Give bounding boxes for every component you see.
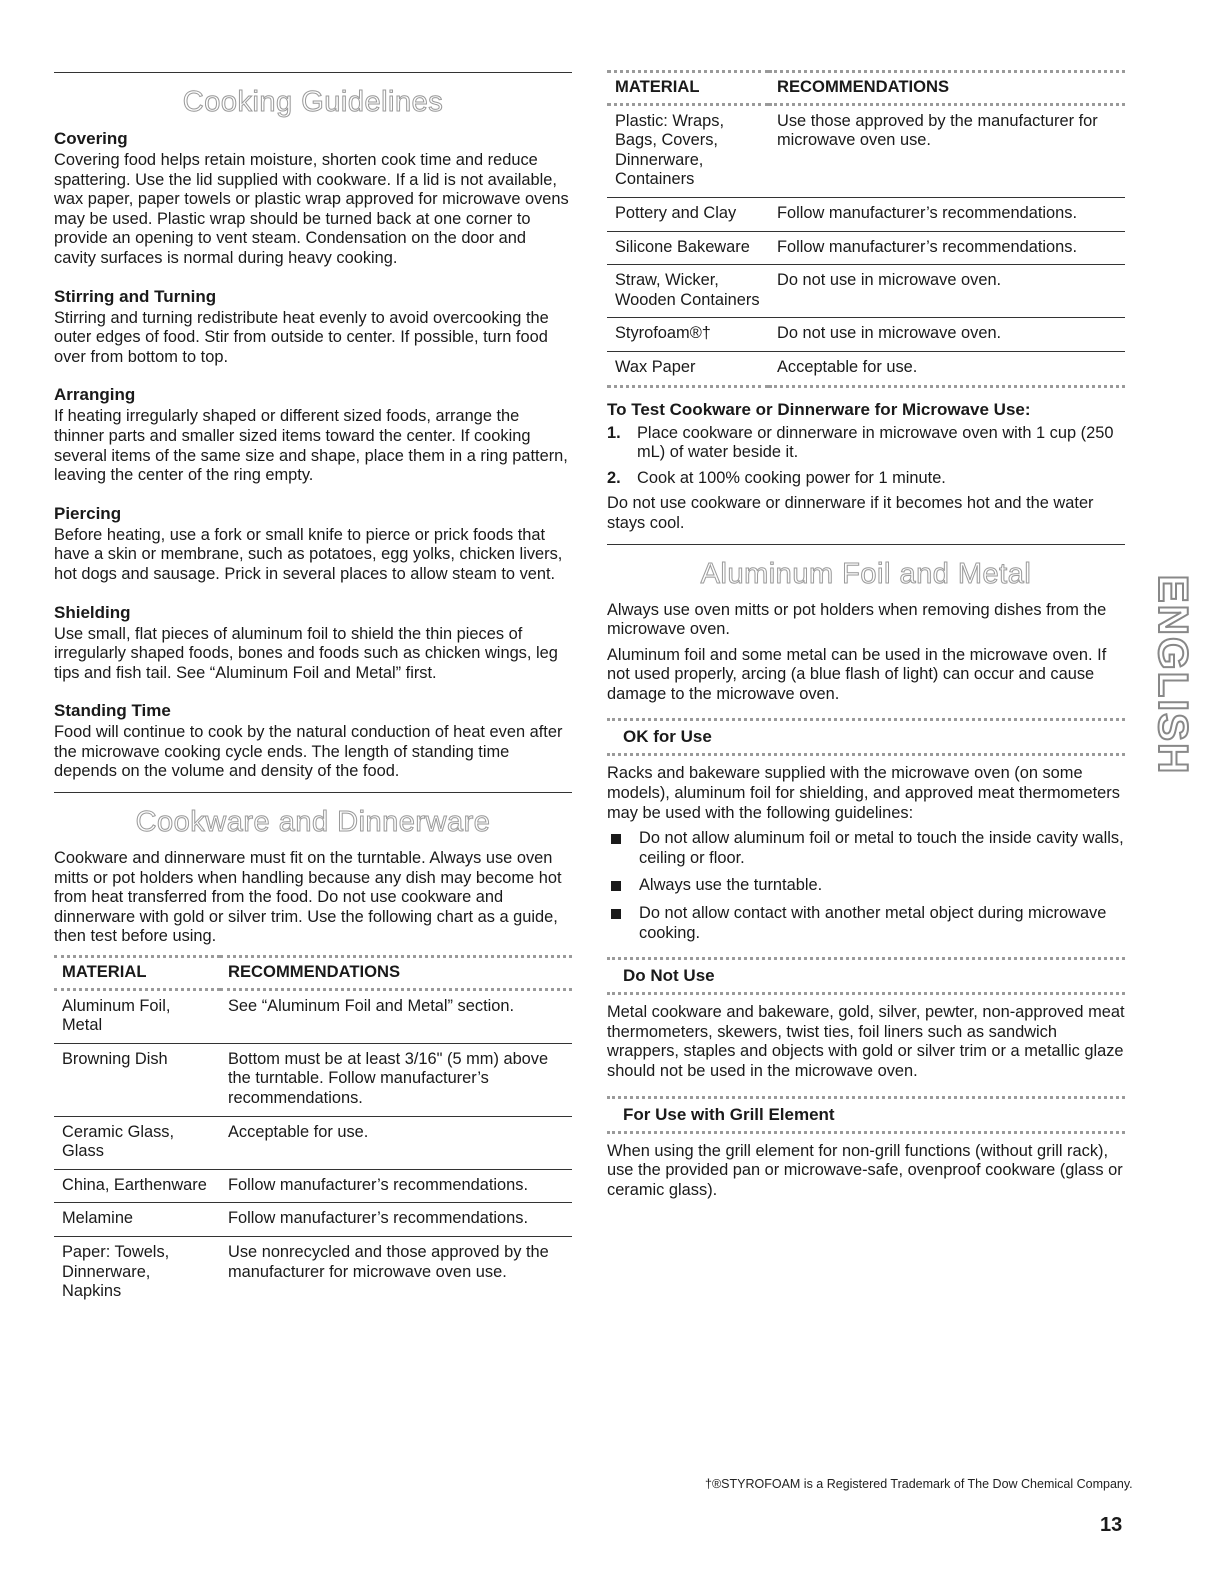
material-cell: Straw, Wicker, Wooden Containers <box>607 265 769 318</box>
recommendation-cell: Follow manufacturer’s recommendations. <box>769 197 1125 231</box>
cooking-guidelines-title: Cooking Guidelines <box>182 86 444 118</box>
section-rule <box>54 792 572 793</box>
list-item <box>607 424 1125 463</box>
table-row <box>607 351 1125 386</box>
stirring-text: Stirring and turning redistribute heat evenly to avoid overcooking the outer edges of food. Stir from outside to center. If possible, turn food over from bottom to top. <box>54 308 549 366</box>
recommendation-cell: See “Aluminum Foil and Metal” section. <box>220 989 572 1043</box>
recommendation-cell: Follow manufacturer’s recommendations. <box>769 231 1125 265</box>
list-item <box>607 829 1125 868</box>
recommendation-cell: Do not use in microwave oven. <box>769 265 1125 318</box>
table-row <box>54 1169 572 1203</box>
table-row <box>607 104 1125 197</box>
recommendation-cell: Follow manufacturer’s recommendations. <box>220 1203 572 1237</box>
table-row <box>607 265 1125 318</box>
material-cell: Browning Dish <box>54 1043 220 1116</box>
arranging-heading: Arranging <box>54 385 136 405</box>
covering-heading: Covering <box>54 129 128 148</box>
list-item <box>607 876 1125 896</box>
standing-time-text: Food will continue to cook by the natural conduction of heat even after the microwave cooking cycle ends. The length of standing time depends on the volume and density of the food. <box>54 723 563 781</box>
material-cell: Pottery and Clay <box>607 197 769 231</box>
material-column-header: MATERIAL <box>607 72 769 105</box>
section-rule <box>54 72 572 73</box>
material-cell: Silicone Bakeware <box>607 231 769 265</box>
language-side-tab <box>1150 563 1197 787</box>
list-item <box>607 469 1125 489</box>
do-not-use-heading: Do Not Use <box>623 966 715 986</box>
list-item <box>607 904 1125 943</box>
test-note: Do not use cookware or dinnerware if it becomes hot and the water stays cool. <box>607 494 1094 532</box>
recommendation-cell: Use those approved by the manufacturer for microwave oven use. <box>769 104 1125 197</box>
step-number: 2. <box>607 468 621 487</box>
stirring-heading: Stirring and Turning <box>54 286 217 306</box>
recommendation-cell: Bottom must be at least 3/16" (5 mm) above the turntable. Follow manufacturer’s recommendations. <box>220 1043 572 1116</box>
grill-element-text: When using the grill element for non-grill functions (without grill rack), use the provided pan or microwave-safe, ovenproof cookware (glass or ceramic glass). <box>607 1141 1123 1199</box>
recommendation-cell: Do not use in microwave oven. <box>769 318 1125 352</box>
left-column <box>54 72 572 1309</box>
arranging-section <box>54 385 572 485</box>
table-row <box>54 1043 572 1116</box>
material-column-header: MATERIAL <box>54 957 220 990</box>
foil-paragraph-1: Always use oven mitts or pot holders when removing dishes from the microwave oven. <box>607 600 1107 639</box>
recommendations-column-header: RECOMMENDATIONS <box>769 72 1125 105</box>
ok-for-use-heading: OK for Use <box>623 727 712 747</box>
shielding-heading: Shielding <box>54 602 131 622</box>
section-rule <box>607 544 1125 545</box>
table-header-row <box>54 957 572 990</box>
table-row <box>54 989 572 1043</box>
standing-time-heading: Standing Time <box>54 701 171 721</box>
grill-element-header <box>607 1096 1125 1134</box>
ok-for-use-list <box>607 829 1125 943</box>
material-cell: China, Earthenware <box>54 1169 220 1203</box>
aluminum-foil-title: Aluminum Foil and Metal <box>700 557 1032 590</box>
covering-text: Covering food helps retain moisture, shorten cook time and reduce spattering. Use the lid supplied with cookware. If a lid is not available, wax paper, paper towels or plastic wrap approved for microwave ovens may be used. Plastic wrap should be turned back at one corner to provide an opening to vent steam. Condensation on the door and cavity surfaces is normal during heavy cooking. <box>54 151 569 267</box>
recommendation-cell: Follow manufacturer’s recommendations. <box>220 1169 572 1203</box>
material-cell: Styrofoam®† <box>607 318 769 352</box>
test-cookware-heading: To Test Cookware or Dinnerware for Microwave Use: <box>607 399 1031 419</box>
material-cell: Wax Paper <box>607 351 769 386</box>
piercing-text: Before heating, use a fork or small knife to pierce or prick foods that have a skin or membrane, such as potatoes, egg yolks, chicken livers, hot dogs and sausage. Prick in several places to allow steam to vent. <box>54 525 563 583</box>
language-label: ENGLISH <box>1150 574 1197 776</box>
material-cell: Aluminum Foil, Metal <box>54 989 220 1043</box>
foil-paragraph-2: Aluminum foil and some metal can be used in the microwave oven. If not used properly, arcing (a blue flash of light) can occur and cause damage to the microwave oven. <box>607 645 1107 703</box>
table-row <box>607 197 1125 231</box>
table-row <box>607 231 1125 265</box>
shielding-section <box>54 603 572 684</box>
bullet-text: Do not allow contact with another metal object during microwave cooking. <box>639 904 1107 942</box>
table-row <box>54 1236 572 1308</box>
recommendation-cell: Acceptable for use. <box>220 1116 572 1169</box>
ok-for-use-text: Racks and bakeware supplied with the microwave oven (on some models), aluminum foil for shielding, and approved meat thermometers may be used with the following guidelines: <box>607 764 1120 822</box>
material-cell: Paper: Towels, Dinnerware, Napkins <box>62 1242 170 1301</box>
ok-for-use-header <box>607 718 1125 756</box>
recommendation-cell: Acceptable for use. <box>769 351 1125 386</box>
bullet-icon <box>611 881 621 891</box>
cookware-table-left <box>54 955 572 1309</box>
table-header-row <box>607 72 1125 105</box>
page-number: 13 <box>1100 1514 1123 1536</box>
piercing-section <box>54 504 572 585</box>
cookware-intro: Cookware and dinnerware must fit on the turntable. Always use oven mitts or pot holders when handling because any dish may become hot from heat transferred from the food. Do not use cookware and dinnerware with gold or silver trim. Use the following chart as a guide, then test before using. <box>54 849 562 946</box>
material-cell: Melamine <box>54 1203 220 1237</box>
step-number: 1. <box>607 423 621 442</box>
stirring-section <box>54 287 572 368</box>
test-steps <box>607 424 1125 489</box>
material-cell: Plastic: Wraps, Bags, Covers, Dinnerware, Containers <box>607 104 769 197</box>
do-not-use-header <box>607 957 1125 995</box>
table-row <box>607 318 1125 352</box>
cookware-table-right <box>607 70 1125 388</box>
bullet-text: Do not allow aluminum foil or metal to touch the inside cavity walls, ceiling or floor. <box>639 829 1124 867</box>
do-not-use-text: Metal cookware and bakeware, gold, silver, pewter, non-approved meat thermometers, skewers, twist ties, foil liners such as sandwich wrappers, staples and objects with gold or silver trim or a metallic glaze should not be used in the microwave oven. <box>607 1003 1125 1080</box>
recommendations-column-header: RECOMMENDATIONS <box>220 957 572 990</box>
bullet-icon <box>611 909 621 919</box>
standing-time-section <box>54 701 572 782</box>
shielding-text: Use small, flat pieces of aluminum foil to shield the thin pieces of irregularly shaped foods, bones and foods such as chicken wings, leg tips and fish tail. See “Aluminum Foil and Metal” first. <box>54 624 558 682</box>
step-text: Cook at 100% cooking power for 1 minute. <box>637 468 946 487</box>
covering-section <box>54 129 572 269</box>
table-row <box>54 1203 572 1237</box>
right-column <box>607 70 1125 1200</box>
trademark-footnote: †®STYROFOAM is a Registered Trademark of The Dow Chemical Company. <box>705 1477 1133 1491</box>
recommendation-cell: Use nonrecycled and those approved by the manufacturer for microwave oven use. <box>228 1242 549 1281</box>
bullet-text: Always use the turntable. <box>639 876 823 895</box>
arranging-text: If heating irregularly shaped or different sized foods, arrange the thinner parts and smaller sized items toward the center. If cooking several items of the same size and shape, place them in a ring pattern, leaving the center of the ring empty. <box>54 407 568 485</box>
material-cell: Ceramic Glass, Glass <box>54 1116 220 1169</box>
bullet-icon <box>611 834 621 844</box>
grill-element-heading: For Use with Grill Element <box>623 1104 835 1124</box>
table-row <box>54 1116 572 1169</box>
cookware-title: Cookware and Dinnerware <box>135 806 491 839</box>
step-text: Place cookware or dinnerware in microwave oven with 1 cup (250 mL) of water beside it. <box>637 423 1114 462</box>
piercing-heading: Piercing <box>54 503 122 523</box>
